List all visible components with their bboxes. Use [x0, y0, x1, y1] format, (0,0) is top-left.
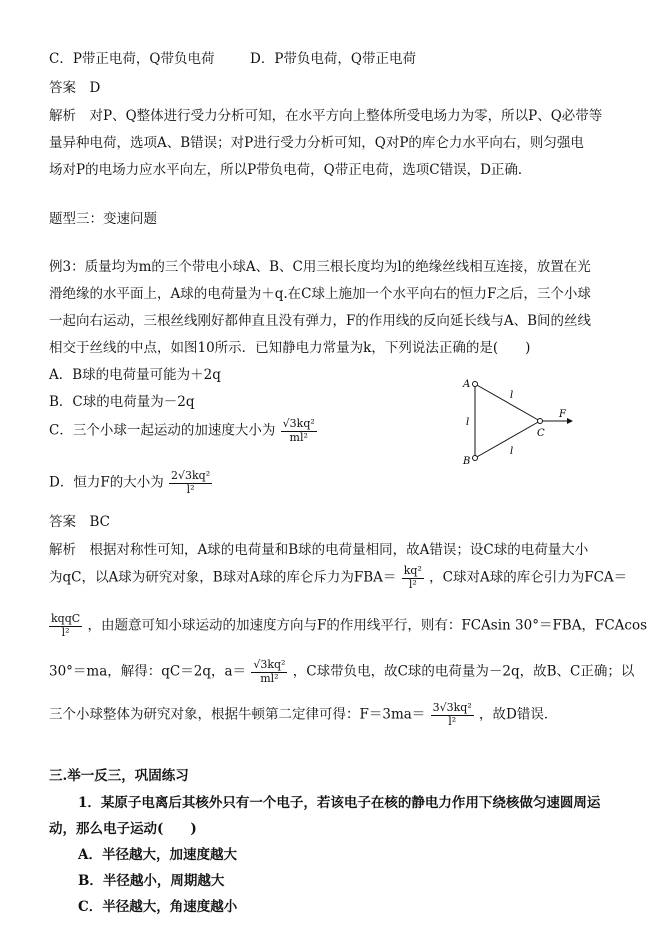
label-l-left: l [466, 417, 470, 428]
solution-fraction [49, 613, 82, 639]
question-1-option-b: B．半径越小，周期越大 [78, 873, 225, 889]
triangle-figure [455, 372, 580, 472]
analysis-line-2: 量异种电荷，选项A、B错误；对P进行受力分析可知，Q对P的库仑力水平向右，则匀强电 [49, 135, 584, 151]
fraction-denominator: l² [448, 714, 457, 728]
fraction-numerator: kqqC [51, 612, 81, 625]
solution-text: 为qC，以A球为研究对象，B球对A球的库仑斥力为FBA＝ [49, 569, 397, 586]
fraction-numerator: 3√3kq² [432, 701, 472, 714]
example-line-4: 相交于丝线的中点，如图10所示．已知静电力常量为k，下列说法正确的是( ) [49, 340, 531, 356]
fraction-numerator: √3kq² [253, 658, 286, 671]
option-c-fraction [281, 418, 317, 444]
solution-line-4 [49, 659, 634, 685]
fraction-numerator: kq² [403, 564, 422, 577]
example-option-c [49, 418, 318, 444]
ball-c [538, 419, 543, 424]
example-answer: 答案 BC [49, 514, 111, 530]
answer-line: 答案 D [49, 80, 101, 96]
solution-line-1: 解析 根据对称性可知，A球的电荷量和B球的电荷量相同，故A错误；设C球的电荷量大小 [49, 542, 589, 558]
label-l-top: l [510, 390, 514, 401]
fraction-denominator: ml² [260, 671, 279, 685]
analysis-line-1: 解析 对P、Q整体进行受力分析可知，在水平方向上整体所受电场力为零，所以P、Q必带等 [49, 108, 603, 124]
example-option-a: A．B球的电荷量可能为＋2q [49, 367, 221, 383]
force-arrowhead [567, 418, 573, 424]
solution-line-5 [49, 702, 557, 728]
line-ac [475, 384, 540, 421]
solution-fraction [402, 565, 424, 591]
label-c: C [537, 428, 545, 439]
fraction-numerator: √3kq² [282, 417, 315, 430]
example-line-3: 一起向右运动，三根丝线刚好都伸直且没有弹力，F的作用线的反向延长线与A、B间的丝线 [49, 313, 592, 329]
question-1-line-1: 1．某原子电离后其核外只有一个电子，若该电子在核的静电力作用下绕核做匀速圆周运 [78, 795, 601, 811]
question-1-line-2: 动，那么电子运动( ) [49, 821, 197, 837]
solution-text: ，故D错误． [479, 706, 558, 723]
solution-line-3 [49, 613, 647, 639]
ball-b [473, 456, 478, 461]
solution-text: 30°＝ma，解得：qC＝2q，a＝ [49, 663, 247, 680]
option-c-text: C．三个小球一起运动的加速度大小为 [49, 422, 276, 439]
fraction-denominator: l² [408, 577, 417, 591]
fraction-numerator: 2√3kq² [171, 469, 211, 482]
solution-text: ，C球对A球的库仑引力为FCA＝ [429, 569, 628, 586]
solution-fraction [251, 659, 287, 685]
fraction-denominator: l² [61, 625, 70, 639]
option-d-fraction [169, 470, 212, 496]
example-line-2: 滑绝缘的水平面上，A球的电荷量为＋q.在C球上施加一个水平向右的恒力F之后，三个小球 [49, 286, 591, 302]
option-d-line: D．P带负电荷，Q带正电荷 [250, 51, 416, 67]
option-d-text: D．恒力F的大小为 [49, 474, 164, 491]
solution-fraction [431, 702, 474, 728]
option-c-line: C．P带正电荷，Q带负电荷 [49, 51, 215, 67]
section-title: 题型三：变速问题 [49, 211, 157, 227]
label-f: F [559, 409, 566, 420]
solution-text: ，C球带负电，故C球的电荷量为－2q，故B、C正确；以 [292, 663, 635, 680]
analysis-line-3: 场对P的电场力应水平向左，所以P带负电荷，Q带正电荷，选项C错误，D正确． [49, 162, 532, 178]
question-1-option-a: A．半径越大，加速度越大 [78, 847, 237, 863]
solution-line-2 [49, 565, 627, 591]
label-l-bottom: l [510, 446, 514, 457]
solution-text: ，由题意可知小球运动的加速度方向与F的作用线平行，则有：FCAsin 30°＝FBA，FCAcos [87, 617, 648, 634]
fraction-denominator: l² [186, 482, 195, 496]
ball-a [473, 382, 478, 387]
question-1-option-c: C．半径越大，角速度越小 [78, 899, 238, 915]
fraction-denominator: ml² [289, 430, 308, 444]
example-line-1: 例3：质量均为m的三个带电小球A、B、C用三根长度均为l的绝缘丝线相互连接，放置在光 [49, 259, 591, 275]
line-bc [475, 421, 540, 458]
example-option-b: B．C球的电荷量为－2q [49, 394, 195, 410]
practice-title: 三.举一反三，巩固练习 [49, 768, 189, 784]
example-option-d [49, 470, 213, 496]
solution-text: 三个小球整体为研究对象，根据牛顿第二定律可得：F＝3ma＝ [49, 706, 426, 723]
label-b: B [463, 456, 471, 467]
label-a: A [463, 379, 471, 390]
